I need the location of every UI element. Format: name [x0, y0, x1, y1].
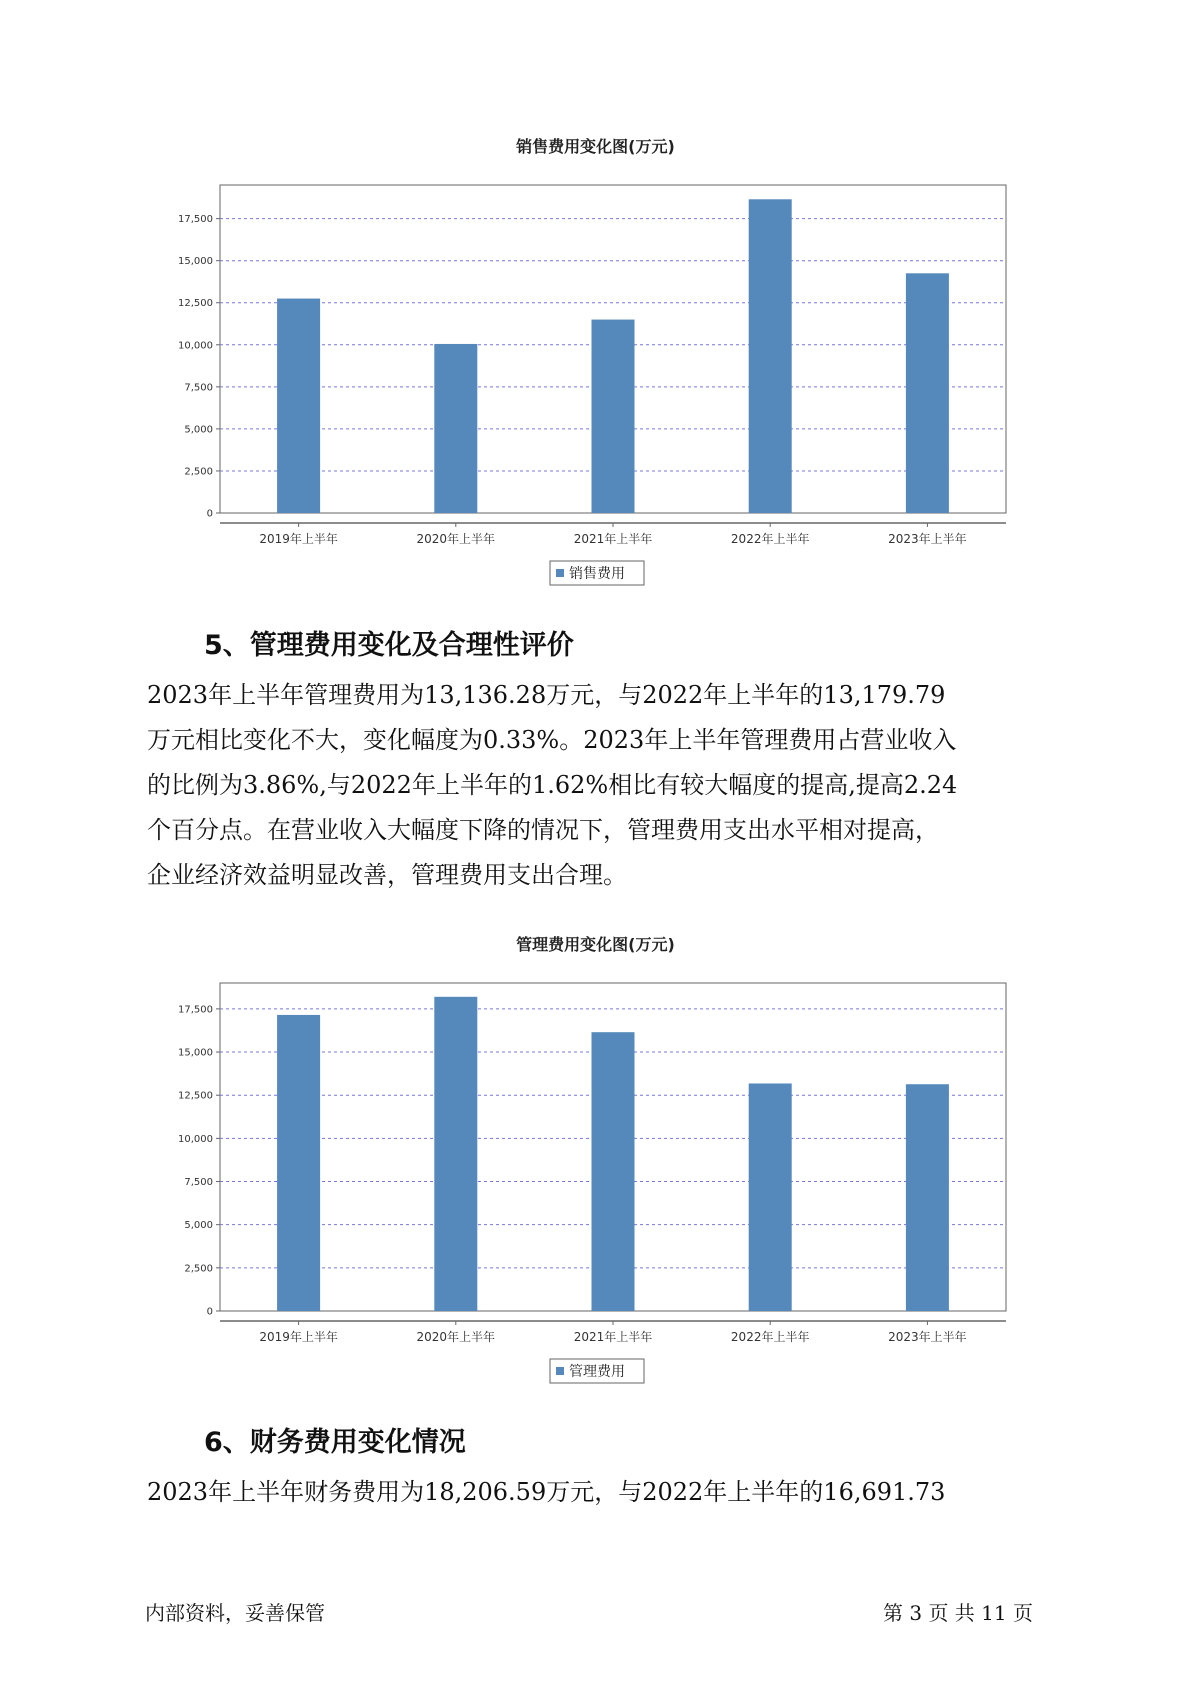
x-tick-label: 2021年上半年 — [573, 532, 653, 546]
text-line: 万元相比变化不大，变化幅度为0.33%。2023年上半年管理费用占营业收入 — [147, 726, 957, 754]
section-heading: 5、管理费用变化及合理性评价 — [204, 630, 574, 661]
sales-expense-chart — [0, 150, 1191, 590]
bar — [434, 344, 477, 513]
section-heading: 6、财务费用变化情况 — [204, 1427, 466, 1458]
y-tick-label: 2,500 — [184, 466, 213, 478]
y-tick-label: 0 — [206, 508, 213, 520]
y-tick-label: 15,000 — [178, 1047, 213, 1059]
paragraph — [147, 1470, 1067, 1515]
chart-title: 销售费用变化图(万元) — [516, 137, 675, 156]
y-tick-label: 15,000 — [178, 256, 213, 268]
y-tick-label: 12,500 — [178, 1090, 213, 1102]
footer-left: 内部资料，妥善保管 — [145, 1601, 325, 1625]
y-tick-label: 5,000 — [184, 1220, 213, 1232]
legend-label: 管理费用 — [569, 1364, 625, 1380]
y-tick-label: 17,500 — [178, 1004, 213, 1016]
x-tick-label: 2023年上半年 — [888, 1330, 967, 1344]
y-tick-label: 5,000 — [184, 424, 213, 436]
page-number: 第 3 页 共 11 页 — [883, 1601, 1033, 1625]
x-tick-label: 2022年上半年 — [730, 1330, 810, 1344]
y-tick-label: 17,500 — [178, 214, 213, 226]
y-tick-label: 2,500 — [184, 1263, 213, 1275]
x-tick-label: 2020年上半年 — [416, 532, 496, 546]
x-tick-label: 2019年上半年 — [259, 532, 338, 546]
text-line: 2023年上半年财务费用为18,206.59万元，与2022年上半年的16,691.73 — [147, 1478, 946, 1506]
text-line: 个百分点。在营业收入大幅度下降的情况下，管理费用支出水平相对提高， — [147, 816, 939, 844]
chart-title: 管理费用变化图(万元) — [516, 935, 675, 954]
bar — [749, 199, 792, 513]
bar — [906, 1084, 949, 1311]
bar — [906, 273, 949, 513]
text-line: 的比例为3.86%,与2022年上半年的1.62%相比有较大幅度的提高,提高2.24 — [147, 771, 958, 799]
bar — [434, 997, 477, 1311]
admin-expense-chart — [0, 948, 1191, 1388]
x-tick-label: 2023年上半年 — [888, 532, 967, 546]
y-tick-label: 10,000 — [178, 340, 213, 352]
bar — [592, 320, 635, 513]
paragraph — [147, 673, 1067, 898]
text-line: 企业经济效益明显改善，管理费用支出合理。 — [147, 861, 627, 889]
x-tick-label: 2022年上半年 — [730, 532, 810, 546]
x-tick-label: 2021年上半年 — [573, 1330, 653, 1344]
legend-label: 销售费用 — [569, 566, 625, 582]
legend-swatch — [556, 569, 564, 577]
bar — [277, 1015, 320, 1311]
x-tick-label: 2020年上半年 — [416, 1330, 496, 1344]
y-tick-label: 0 — [206, 1306, 213, 1318]
y-tick-label: 12,500 — [178, 298, 213, 310]
y-tick-label: 10,000 — [178, 1133, 213, 1145]
x-tick-label: 2019年上半年 — [259, 1330, 338, 1344]
y-tick-label: 7,500 — [184, 382, 213, 394]
bar — [592, 1032, 635, 1311]
text-line: 2023年上半年管理费用为13,136.28万元，与2022年上半年的13,179.79 — [147, 681, 946, 709]
y-tick-label: 7,500 — [184, 1177, 213, 1189]
legend-swatch — [556, 1367, 564, 1375]
bar — [277, 299, 320, 513]
bar — [749, 1083, 792, 1311]
